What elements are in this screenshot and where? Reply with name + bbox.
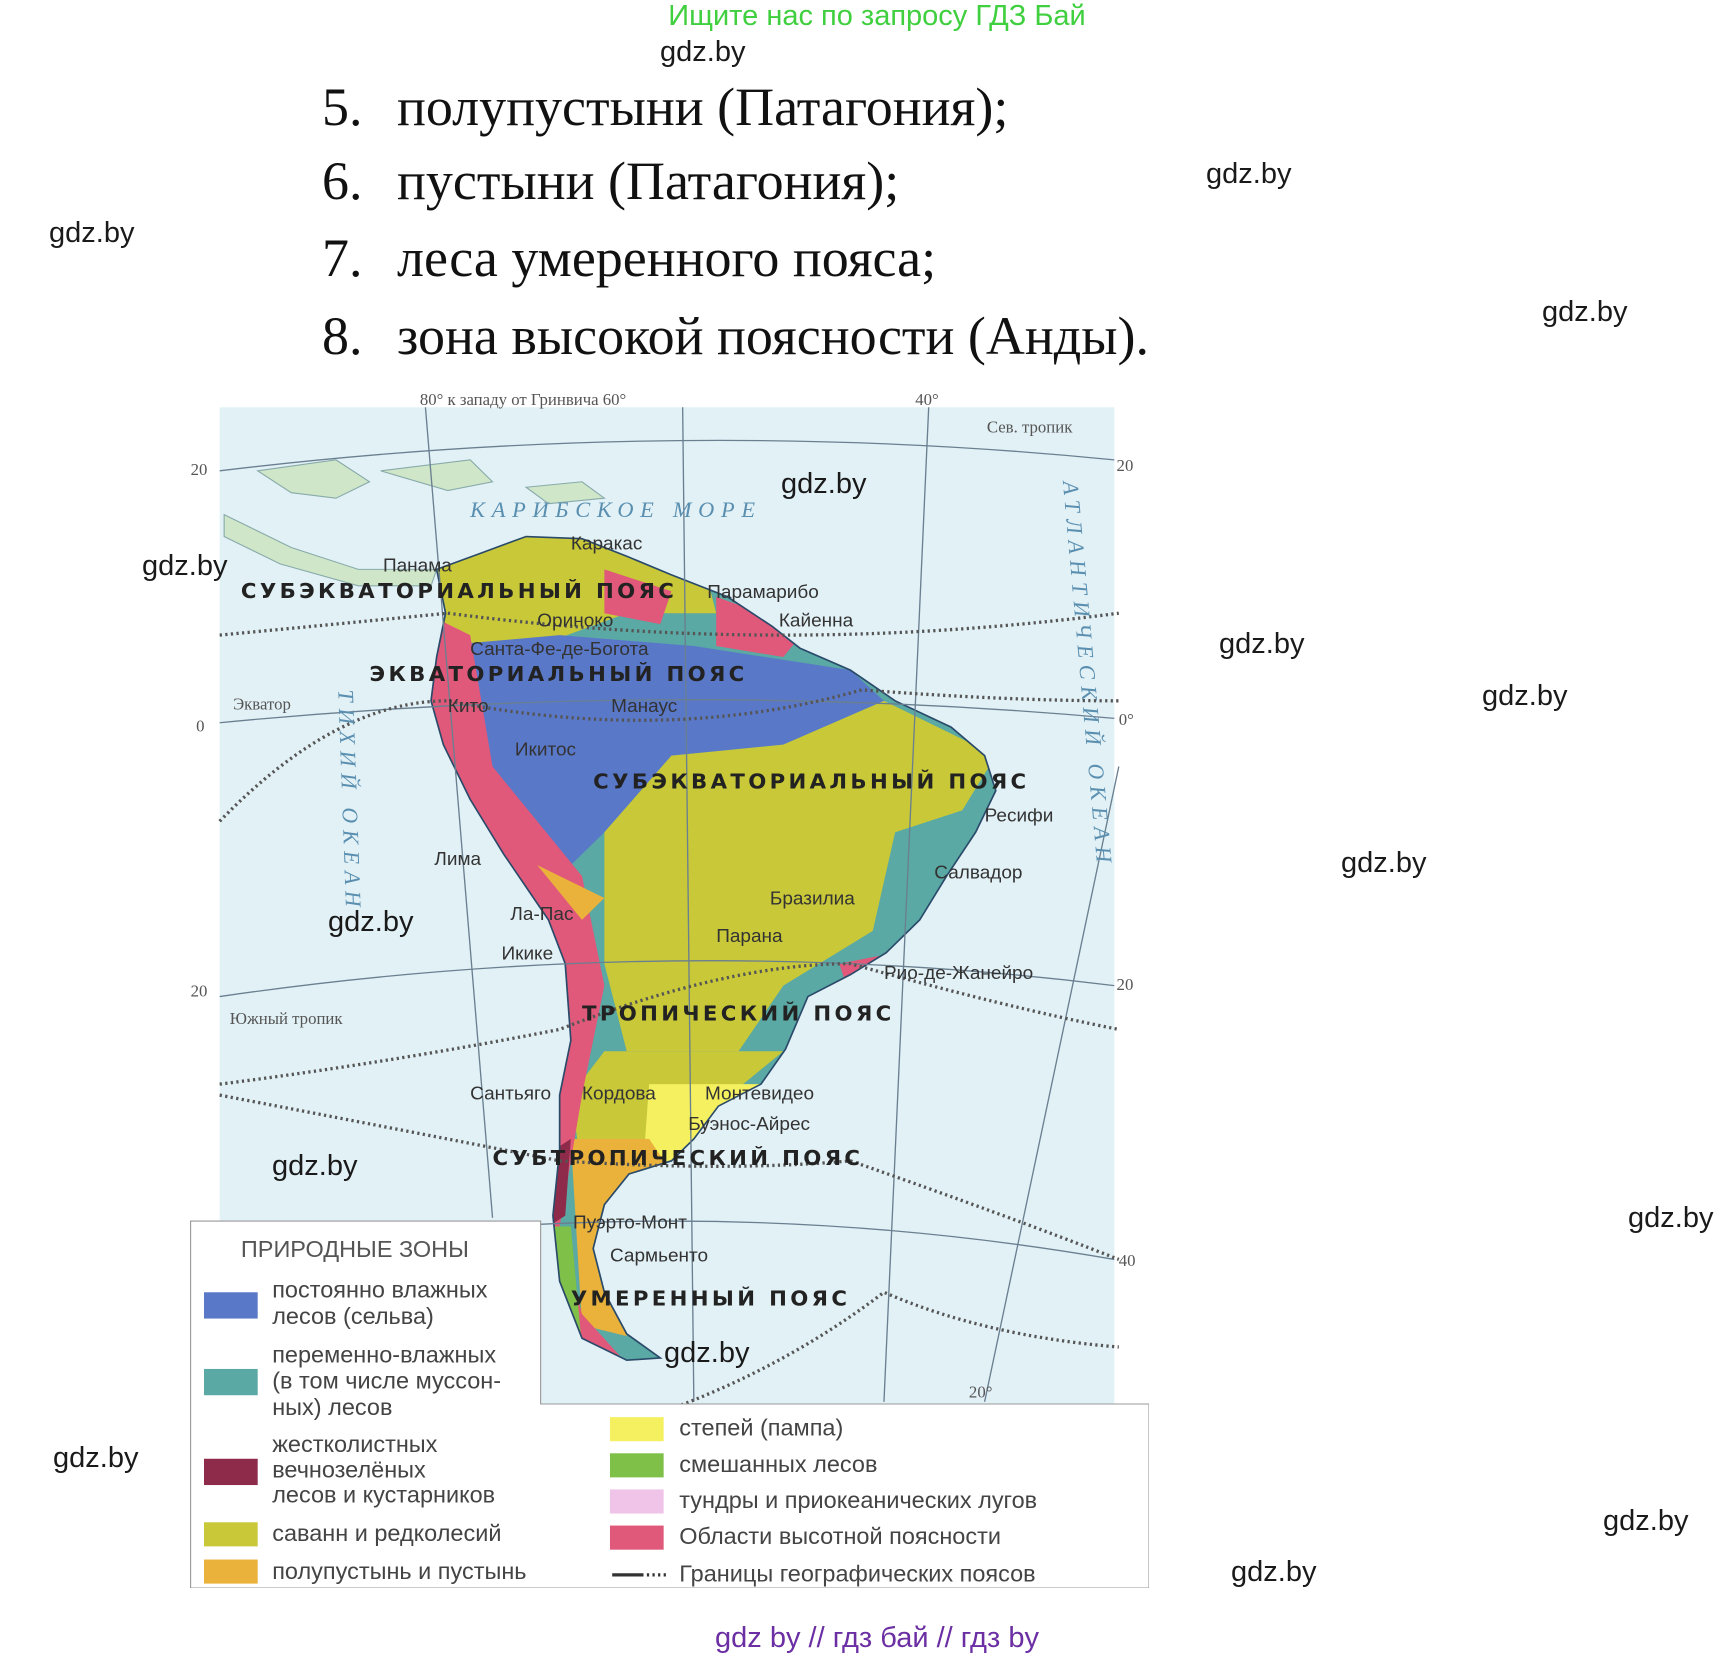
city-iquitos: Икитос [514,738,577,760]
grid-label-40s: 40 [1118,1251,1136,1270]
watermark: gdz.by [1542,296,1628,328]
answer-text: полупустыни (Патагония); [397,77,1009,137]
grid-label-20n: 20 [190,460,208,480]
search-hint: Ищите нас по запросу ГДЗ Бай [668,0,1086,32]
city-recife: Ресифи [984,804,1054,826]
legend-text: ных) лесов [272,1394,393,1420]
legend-swatch-hardleaf [204,1459,258,1485]
legend-swatch-tundra [610,1489,664,1513]
city-caracas: Каракас [570,532,643,554]
grid-label-40: 40° [915,390,939,410]
legend-swatch-steppe [610,1417,664,1441]
city-lapaz: Ла-Пас [510,903,574,924]
grid-label-20s-right: 20 [1116,975,1134,994]
city-puertomontt: Пуэрто-Монт [573,1211,687,1233]
city-brasilia: Бразилиа [769,887,855,909]
answer-number: 5. [322,77,363,137]
legend-text: переменно-влажных [272,1341,497,1368]
answer-line-8 [322,305,1149,367]
city-manaus: Манаус [611,694,678,716]
grid-label-north-tropic: Сев. тропик [986,417,1073,437]
legend-swatch-mixed [610,1453,664,1477]
ocean-label-pacific: ТИХИЙ ОКЕАН [333,689,367,914]
legend-swatch-highland [610,1526,664,1550]
grid-label-equator: Экватор [233,694,291,714]
city-buenosaires: Буэнос-Айрес [688,1113,811,1135]
legend-text: смешанных лесов [679,1451,878,1477]
city-cayenne: Кайенна [778,609,854,631]
legend-text: жестколистных [272,1431,438,1458]
grid-label-20n-right: 20 [1116,455,1134,475]
legend-text: лесов (сельва) [272,1303,434,1329]
city-salvador: Салвадор [934,861,1023,883]
answer-text: леса умеренного пояса; [397,228,937,288]
legend-text: Области высотной поясности [679,1523,1001,1550]
watermark: gdz.by [1603,1505,1689,1537]
grid-label-0-right: 0° [1118,710,1134,729]
grid-label-20w: 20° [968,1382,993,1402]
watermark: gdz.by [660,36,746,68]
answer-line-5 [322,76,1008,138]
legend-title: ПРИРОДНЫЕ ЗОНЫ [240,1236,469,1263]
city-sarmiento: Сармьенто [609,1244,709,1266]
watermark: gdz.by [781,468,867,500]
watermark: gdz.by [664,1337,750,1369]
answer-number: 8. [322,306,363,366]
city-bogota: Санта-Фе-де-Богота [470,637,649,659]
ocean-label-caribbean: КАРИБСКОЕ МОРЕ [470,497,762,522]
watermark: gdz.by [272,1150,358,1182]
legend-swatch-desert [204,1560,258,1584]
footer-links[interactable]: gdz by // гдз бай // гдз by [715,1622,1039,1654]
river-parana: Парана [716,924,783,946]
answer-text: пустыни (Патагония); [397,151,900,211]
answer-number: 6. [322,151,363,211]
answer-line-6 [322,150,899,212]
city-panama: Панама [382,554,452,576]
legend-swatch-selva [204,1292,258,1318]
legend-text: степей (пампа) [679,1414,844,1441]
legend-text: лесов и кустарников [272,1481,496,1508]
legend-text: постоянно влажных [272,1276,488,1303]
belt-label-tropical: ТРОПИЧЕСКИЙ ПОЯС [582,1000,895,1026]
grid-label-20s: 20 [190,981,208,1001]
legend-text: полупустынь и пустынь [272,1558,527,1585]
belt-label-subequatorial-south: СУБЭКВАТОРИАЛЬНЫЙ ПОЯС [593,768,1030,794]
watermark: gdz.by [1206,158,1292,190]
city-rio: Рио-де-Жанейро [883,962,1034,983]
legend-text: тундры и приокеанических лугов [679,1487,1038,1513]
river-orinoco: Ориноко [537,609,614,631]
watermark: gdz.by [1341,847,1427,879]
belt-label-temperate: УМЕРЕННЫЙ ПОЯС [570,1285,851,1311]
watermark: gdz.by [328,906,414,938]
grid-label-longitude: 80° к западу от Гринвича 60° [419,390,627,410]
city-montevideo: Монтевидео [705,1082,815,1104]
answer-text: зона высокой поясности (Анды). [397,306,1150,366]
answer-number: 7. [322,228,363,288]
legend-text: вечнозелёных [272,1456,426,1483]
city-iquique: Икике [501,942,554,964]
city-cordoba: Кордова [582,1082,656,1104]
city-paramaribo: Парамарибо [707,581,819,602]
city-quito: Кито [447,694,489,716]
watermark: gdz.by [1628,1202,1714,1234]
city-santiago: Сантьяго [470,1082,552,1104]
legend-text: саванн и редколесий [272,1520,502,1546]
natural-zones-map [185,381,1149,1588]
watermark: gdz.by [49,217,135,249]
watermark: gdz.by [142,550,228,582]
watermark: gdz.by [1482,680,1568,712]
watermark: gdz.by [1219,628,1305,660]
belt-label-subequatorial-north: СУБЭКВАТОРИАЛЬНЫЙ ПОЯС [240,578,678,603]
legend-swatch-variable-humid [204,1369,258,1395]
belt-label-subtropical: СУБТРОПИЧЕСКИЙ ПОЯС [492,1145,864,1171]
grid-label-south-tropic: Южный тропик [229,1009,343,1028]
answer-line-7 [322,227,936,289]
watermark: gdz.by [1231,1556,1317,1588]
legend-text: Границы географических поясов [679,1560,1036,1587]
ocean-label-atlantic: АТЛАНТИЧЕСКИЙ ОКЕАН [1057,480,1118,870]
legend-text: (в том числе муссон- [272,1367,502,1394]
legend-swatch-savanna [204,1522,258,1546]
city-lima: Лима [434,848,482,870]
watermark: gdz.by [53,1442,139,1474]
grid-label-0: 0 [196,716,205,736]
belt-label-equatorial: ЭКВАТОРИАЛЬНЫЙ ПОЯС [369,661,748,687]
